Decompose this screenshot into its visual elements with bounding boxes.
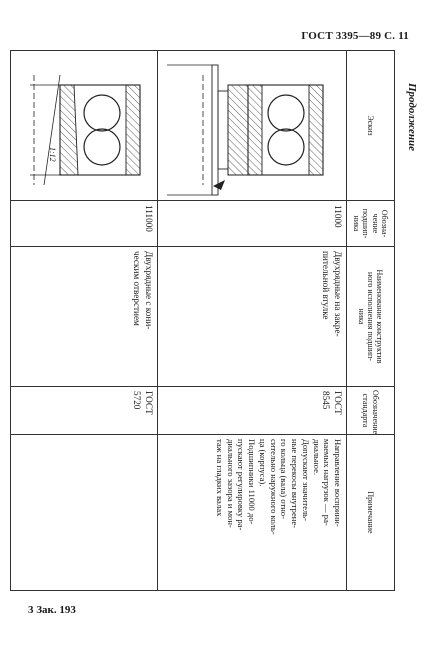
order-note: 3 Зак. 193 bbox=[28, 604, 76, 616]
column-header-name: Наименование конструктив ного исполнения подшип- ника bbox=[347, 247, 395, 387]
bearing-sketch-tapered bbox=[11, 51, 158, 201]
taper-ratio-label: 1:12 bbox=[48, 147, 57, 162]
column-header-designation: Обозна- чение подшип- ника bbox=[347, 201, 395, 247]
tapered-bore-bearing-drawing bbox=[14, 55, 154, 205]
sleeve-bearing-drawing bbox=[161, 55, 343, 205]
name-cell: Двухрядные с кони- ческим отверстием bbox=[11, 247, 158, 387]
column-header-sketch: Эскиз bbox=[347, 51, 395, 201]
rotated-table-wrapper bbox=[25, 50, 395, 590]
continuation-label: Продолжение bbox=[406, 82, 418, 152]
designation-cell: 111000 bbox=[11, 201, 158, 247]
column-header-note: Примечание bbox=[347, 435, 395, 591]
table-header-row bbox=[347, 51, 395, 591]
bearing-sketch-sleeve bbox=[158, 51, 347, 201]
designation-cell: 11000 bbox=[158, 201, 347, 247]
table-row bbox=[158, 51, 347, 591]
note-cell bbox=[11, 435, 158, 591]
table-row bbox=[11, 51, 158, 591]
note-cell: Направление восприни- маемых нагрузок — ра- диальное. Допускают значитель- ные перекосы внутрене- го кольца (вала) отно- сительно наружного коль- ца (корпуса). Подшипники 11000 до- пускают регулировку ра- диального зазора и мон- таж на гладких валах bbox=[158, 435, 347, 591]
standard-cell: ГОСТ 8545 bbox=[158, 387, 347, 435]
standard-cell: ГОСТ 5720 bbox=[11, 387, 158, 435]
column-header-standard: Обозначение стандарта bbox=[347, 387, 395, 435]
bearing-table bbox=[10, 50, 395, 591]
document-reference: ГОСТ 3395—89 С. 11 bbox=[301, 30, 409, 42]
name-cell: Двухрядные на закре- пительной втулке bbox=[158, 247, 347, 387]
